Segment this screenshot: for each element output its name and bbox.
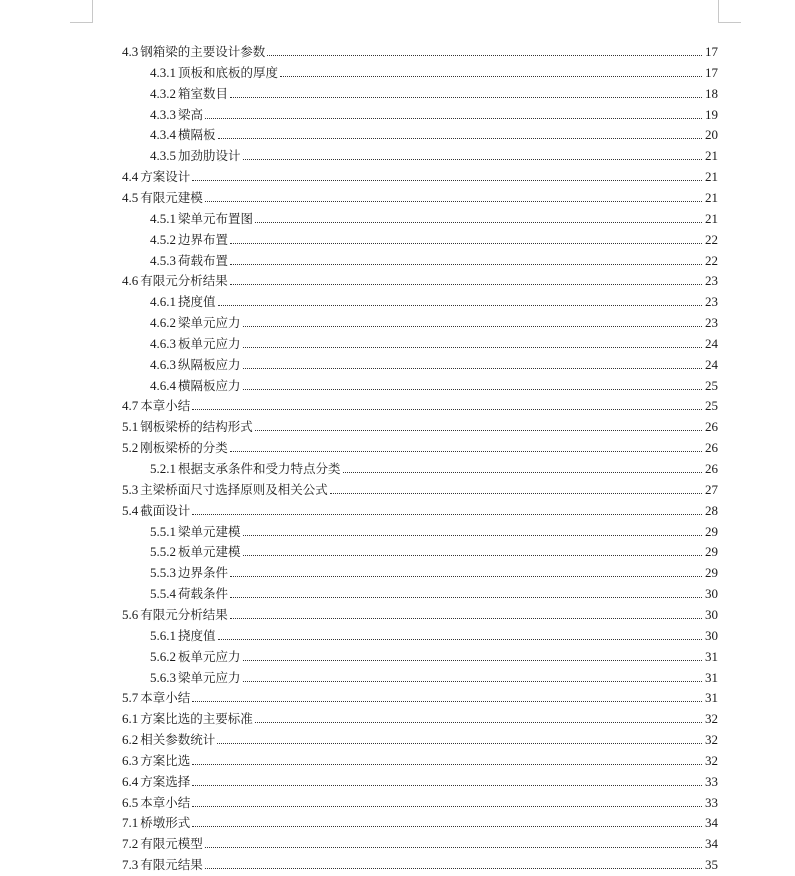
toc-section-number: 4.5.2 bbox=[150, 231, 176, 247]
toc-entry[interactable] bbox=[122, 478, 718, 498]
toc-entry[interactable] bbox=[150, 290, 718, 310]
toc-section-number: 4.3 bbox=[122, 44, 139, 59]
toc-dot-leader bbox=[243, 680, 702, 682]
toc-section-number: 5.3 bbox=[122, 481, 139, 497]
toc-section-number: 4.6.1 bbox=[150, 294, 176, 310]
toc-section-number: 4.3.3 bbox=[150, 106, 176, 122]
toc-page-number: 20 bbox=[705, 127, 718, 143]
toc-page-number: 21 bbox=[705, 189, 718, 205]
toc-section-title: 有限元结果 bbox=[140, 857, 203, 873]
toc-page-number: 32 bbox=[705, 711, 718, 727]
toc-section-number: 4.3.5 bbox=[150, 148, 176, 164]
toc-page-number: 23 bbox=[705, 315, 718, 331]
toc-section-number: 5.2.1 bbox=[150, 461, 176, 476]
toc-section-number: 5.5.1 bbox=[150, 523, 176, 539]
toc-page-number: 26 bbox=[705, 440, 718, 456]
toc-section-title: 截面设计 bbox=[140, 502, 191, 518]
toc-dot-leader bbox=[218, 304, 702, 306]
toc-entry[interactable] bbox=[150, 123, 718, 143]
toc-section-number: 5.6 bbox=[122, 606, 139, 622]
toc-dot-leader bbox=[230, 617, 702, 619]
toc-dot-leader bbox=[217, 742, 702, 744]
toc-entry[interactable] bbox=[122, 603, 718, 623]
toc-section-title: 方案比选 bbox=[140, 752, 191, 768]
toc-dot-leader bbox=[218, 137, 702, 139]
toc-section-number: 4.3.2 bbox=[150, 85, 176, 101]
toc-dot-leader bbox=[230, 283, 702, 285]
toc-section-title: 方案设计 bbox=[140, 169, 191, 185]
toc-dot-leader bbox=[192, 408, 702, 410]
toc-entry[interactable] bbox=[122, 686, 718, 706]
toc-entry[interactable] bbox=[150, 61, 718, 81]
toc-dot-leader bbox=[192, 700, 702, 702]
toc-entry[interactable] bbox=[150, 666, 718, 686]
toc-page-number: 19 bbox=[705, 106, 718, 122]
toc-dot-leader bbox=[192, 513, 702, 515]
toc-entry[interactable] bbox=[122, 165, 718, 185]
toc-section-title: 梁单元应力 bbox=[178, 315, 241, 331]
toc-dot-leader bbox=[192, 763, 702, 765]
toc-page-number: 33 bbox=[705, 794, 718, 810]
toc-section-title: 边界条件 bbox=[178, 565, 229, 581]
toc-section-number: 7.3 bbox=[122, 857, 139, 873]
toc-dot-leader bbox=[243, 325, 702, 327]
toc-section-number: 6.1 bbox=[122, 711, 139, 727]
toc-dot-leader bbox=[243, 388, 702, 390]
toc-section-title: 有限元分析结果 bbox=[140, 273, 228, 289]
toc-section-number: 4.5.1 bbox=[150, 210, 176, 226]
toc-section-title: 挠度值 bbox=[178, 294, 216, 310]
toc-dot-leader bbox=[280, 75, 702, 77]
toc-dot-leader bbox=[230, 596, 702, 598]
toc-section-title: 梁单元建模 bbox=[178, 523, 241, 539]
toc-entry[interactable] bbox=[150, 311, 718, 331]
toc-dot-leader bbox=[243, 554, 702, 556]
toc-dot-leader bbox=[230, 96, 702, 98]
toc-dot-leader bbox=[230, 575, 702, 577]
toc-page-number: 34 bbox=[705, 815, 718, 831]
toc-entry[interactable] bbox=[150, 353, 718, 373]
toc-section-title: 刚板梁桥的分类 bbox=[140, 440, 228, 456]
toc-entry[interactable] bbox=[122, 707, 718, 727]
toc-section-title: 本章小结 bbox=[140, 794, 191, 810]
toc-section-title: 有限元建模 bbox=[140, 189, 203, 205]
toc-section-title: 板单元应力 bbox=[178, 648, 241, 664]
toc-section-title: 方案比选的主要标准 bbox=[140, 711, 253, 727]
toc-section-number: 4.7 bbox=[122, 398, 139, 414]
toc-page-number: 34 bbox=[705, 836, 718, 852]
toc-section-title: 钢板梁桥的结构形式 bbox=[140, 419, 253, 435]
toc-dot-leader bbox=[230, 263, 702, 265]
toc-page-number: 31 bbox=[705, 669, 718, 685]
toc-section-title: 相关参数统计 bbox=[140, 732, 216, 748]
toc-section-number: 4.3.1 bbox=[150, 64, 176, 80]
toc-page-number: 31 bbox=[705, 690, 718, 706]
toc-section-number: 7.2 bbox=[122, 836, 139, 852]
toc-page-number: 29 bbox=[705, 565, 718, 581]
toc-dot-leader bbox=[330, 492, 702, 494]
toc-entry[interactable] bbox=[122, 394, 718, 414]
toc-entry[interactable] bbox=[150, 540, 718, 560]
toc-section-title: 板单元应力 bbox=[178, 335, 241, 351]
toc-page-number: 22 bbox=[705, 231, 718, 247]
toc-dot-leader bbox=[243, 659, 702, 661]
toc-entry[interactable] bbox=[150, 645, 718, 665]
toc-page-number: 21 bbox=[705, 210, 718, 226]
toc-section-number: 5.1 bbox=[122, 419, 139, 435]
toc-section-title: 桥墩形式 bbox=[140, 815, 191, 831]
toc-dot-leader bbox=[192, 784, 702, 786]
toc-section-number: 4.6.2 bbox=[150, 315, 176, 331]
toc-section-number: 5.2 bbox=[122, 440, 139, 456]
toc-section-number: 4.6.4 bbox=[150, 377, 176, 393]
toc-section-number: 4.5.3 bbox=[150, 252, 176, 268]
toc-page-number: 21 bbox=[705, 148, 718, 164]
toc-section-number: 5.5.2 bbox=[150, 544, 176, 560]
toc-section-number: 4.4 bbox=[122, 169, 139, 185]
toc-section-title: 加劲肋设计 bbox=[178, 148, 241, 164]
toc-entry[interactable] bbox=[150, 624, 718, 644]
toc-section-title: 荷载布置 bbox=[178, 252, 229, 268]
toc-section-number: 5.4 bbox=[122, 502, 139, 518]
toc-section-number: 6.3 bbox=[122, 752, 139, 768]
toc-page-number: 35 bbox=[705, 857, 718, 873]
toc-page-number: 23 bbox=[705, 294, 718, 310]
toc-section-number: 5.5.3 bbox=[150, 565, 176, 581]
toc-dot-leader bbox=[343, 471, 702, 473]
toc-section-title: 根据支承条件和受力特点分类 bbox=[178, 461, 341, 476]
toc-entry[interactable] bbox=[150, 520, 718, 540]
toc-page-number: 23 bbox=[705, 273, 718, 289]
toc-section-title: 本章小结 bbox=[140, 690, 191, 706]
toc-page-number: 18 bbox=[705, 85, 718, 101]
toc-page-number: 24 bbox=[705, 356, 718, 372]
toc-entry[interactable] bbox=[122, 770, 718, 790]
toc-entry[interactable] bbox=[122, 436, 718, 456]
toc-section-number: 4.6.3 bbox=[150, 356, 176, 372]
toc-section-title: 梁单元应力 bbox=[178, 669, 241, 685]
toc-section-number: 5.6.3 bbox=[150, 669, 176, 685]
toc-section-number: 4.6.3 bbox=[150, 335, 176, 351]
toc-entry[interactable] bbox=[150, 228, 718, 248]
toc-page-number: 26 bbox=[705, 419, 718, 435]
toc-page-number: 29 bbox=[705, 544, 718, 560]
toc-page-number: 21 bbox=[705, 169, 718, 185]
toc-entry[interactable] bbox=[122, 728, 718, 748]
toc-entry[interactable] bbox=[122, 811, 718, 831]
toc-entry[interactable] bbox=[122, 269, 718, 289]
toc-section-title: 纵隔板应力 bbox=[178, 356, 241, 372]
toc-dot-leader bbox=[218, 638, 702, 640]
toc-dot-leader bbox=[267, 54, 702, 56]
toc-entry[interactable] bbox=[150, 374, 718, 394]
toc-dot-leader bbox=[230, 450, 702, 452]
toc-page-number: 17 bbox=[705, 64, 718, 80]
toc-page-number: 30 bbox=[705, 586, 718, 602]
toc-dot-leader bbox=[205, 846, 702, 848]
toc-entry[interactable] bbox=[150, 332, 718, 352]
toc-section-number: 4.6 bbox=[122, 273, 139, 289]
toc-section-number: 5.5.4 bbox=[150, 586, 176, 602]
toc-section-number: 7.1 bbox=[122, 815, 139, 831]
toc-entry[interactable] bbox=[122, 40, 718, 60]
toc-page-number: 22 bbox=[705, 252, 718, 268]
toc-section-title: 本章小结 bbox=[140, 398, 191, 414]
toc-page-number: 30 bbox=[705, 627, 718, 643]
margin-corner-mark-right bbox=[718, 0, 741, 23]
toc-section-number: 6.4 bbox=[122, 773, 139, 789]
toc-section-number: 5.7 bbox=[122, 690, 139, 706]
toc-page-number: 26 bbox=[705, 461, 718, 476]
toc-page-number: 24 bbox=[705, 335, 718, 351]
toc-section-title: 荷载条件 bbox=[178, 586, 229, 602]
toc-page-number: 28 bbox=[705, 502, 718, 518]
toc-dot-leader bbox=[192, 805, 702, 807]
toc-section-number: 4.5 bbox=[122, 189, 139, 205]
toc-entry[interactable] bbox=[150, 82, 718, 102]
toc-entry[interactable] bbox=[150, 103, 718, 123]
toc-entry[interactable] bbox=[122, 791, 718, 811]
toc-entry[interactable] bbox=[122, 832, 718, 852]
toc-entry[interactable] bbox=[150, 249, 718, 269]
toc-section-title: 横隔板应力 bbox=[178, 377, 241, 393]
toc-entry[interactable] bbox=[122, 415, 718, 435]
toc-dot-leader bbox=[205, 200, 702, 202]
toc-section-number: 5.6.2 bbox=[150, 648, 176, 664]
toc-entry[interactable] bbox=[122, 499, 718, 519]
toc-section-title: 边界布置 bbox=[178, 231, 229, 247]
toc-dot-leader bbox=[243, 158, 702, 160]
toc-entry[interactable] bbox=[150, 207, 718, 227]
toc-dot-leader bbox=[230, 242, 702, 244]
toc-section-title: 有限元分析结果 bbox=[140, 606, 228, 622]
toc-section-title: 板单元建模 bbox=[178, 544, 241, 560]
toc-section-title: 顶板和底板的厚度 bbox=[178, 64, 279, 80]
toc-section-number: 4.3.4 bbox=[150, 127, 176, 143]
toc-dot-leader bbox=[243, 346, 702, 348]
toc-page-number: 31 bbox=[705, 648, 718, 664]
toc-section-title: 主梁桥面尺寸选择原则及相关公式 bbox=[140, 481, 328, 497]
toc-page-number: 32 bbox=[705, 732, 718, 748]
margin-corner-mark-left bbox=[70, 0, 93, 23]
toc-entry[interactable] bbox=[150, 144, 718, 164]
toc-section-number: 6.2 bbox=[122, 732, 139, 748]
toc-dot-leader bbox=[255, 429, 702, 431]
toc-section-title: 钢箱梁的主要设计参数 bbox=[140, 44, 266, 59]
toc-page-number: 32 bbox=[705, 752, 718, 768]
toc-dot-leader bbox=[205, 117, 702, 119]
toc-page-number: 27 bbox=[705, 481, 718, 497]
toc-page-number: 25 bbox=[705, 398, 718, 414]
toc-section-title: 方案选择 bbox=[140, 773, 191, 789]
toc-section-number: 6.5 bbox=[122, 794, 139, 810]
toc-page-number: 29 bbox=[705, 523, 718, 539]
toc-entry[interactable] bbox=[150, 457, 718, 477]
toc-section-title: 梁单元布置图 bbox=[178, 210, 254, 226]
toc-page-number: 30 bbox=[705, 606, 718, 622]
toc-dot-leader bbox=[243, 367, 702, 369]
toc-section-title: 箱室数目 bbox=[178, 85, 229, 101]
toc-dot-leader bbox=[255, 221, 702, 223]
toc-dot-leader bbox=[192, 825, 702, 827]
toc-page-number: 25 bbox=[705, 377, 718, 393]
toc-dot-leader bbox=[255, 721, 702, 723]
toc-entry[interactable] bbox=[150, 561, 718, 581]
toc-section-title: 挠度值 bbox=[178, 627, 216, 643]
toc-dot-leader bbox=[243, 534, 702, 536]
toc-section-title: 梁高 bbox=[178, 106, 204, 122]
toc-page-number: 33 bbox=[705, 773, 718, 789]
toc-page-number: 17 bbox=[705, 44, 718, 59]
toc-entry[interactable] bbox=[122, 853, 718, 873]
toc-section-title: 有限元模型 bbox=[140, 836, 203, 852]
toc-dot-leader bbox=[205, 867, 702, 869]
toc-section-number: 5.6.1 bbox=[150, 627, 176, 643]
toc-dot-leader bbox=[192, 179, 702, 181]
toc-entry[interactable] bbox=[122, 186, 718, 206]
toc-section-title: 横隔板 bbox=[178, 127, 216, 143]
toc-entry[interactable] bbox=[150, 582, 718, 602]
toc-entry[interactable] bbox=[122, 749, 718, 769]
